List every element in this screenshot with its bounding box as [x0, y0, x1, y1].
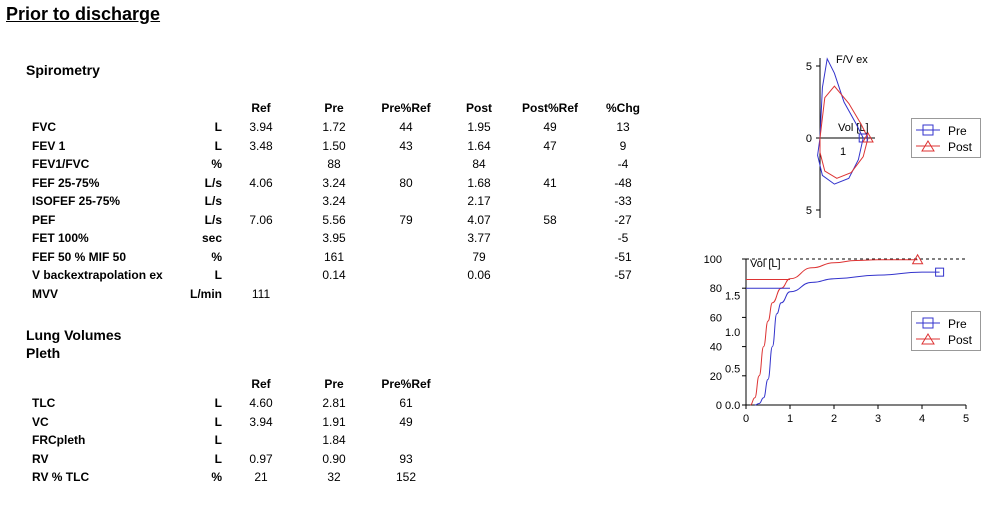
pre-value: 1.72	[322, 120, 346, 134]
row-label: VC	[32, 414, 49, 429]
post-value: 0.06	[467, 268, 491, 282]
post-pct-ref-value: 49	[543, 120, 557, 134]
row-label: RV	[32, 451, 49, 466]
lung-volumes-subtitle: Pleth	[26, 345, 61, 361]
y-tick-label: 0	[715, 400, 722, 412]
row-label: RV % TLC	[32, 470, 90, 484]
col-header-post-pct-ref: Post%Ref	[521, 101, 579, 115]
fv-y-tick-label: 0	[805, 133, 812, 145]
post-pct-ref-value: 47	[543, 138, 557, 153]
pre-value: 0.90	[322, 451, 346, 466]
post-value: 2.17	[467, 194, 491, 208]
fv-y-axis-label: F/V ex	[836, 54, 868, 66]
fv-legend-pre-marker	[916, 124, 940, 136]
row-unit: L	[214, 451, 222, 466]
col-header-ref: Ref	[251, 101, 271, 115]
pre-pct-ref-value: 93	[399, 451, 413, 466]
lv-col-header-pre: Pre	[324, 377, 344, 391]
row-label: TLC	[32, 396, 56, 410]
ref-value: 4.60	[249, 396, 273, 410]
pre-pct-ref-value: 49	[399, 414, 413, 429]
row-unit: L	[214, 414, 222, 429]
pre-value: 2.81	[322, 396, 346, 410]
pre-pct-ref-value: 80	[399, 175, 413, 190]
row-unit: L/s	[204, 212, 222, 227]
pre-value: 1.91	[322, 414, 346, 429]
pre-value: 3.95	[322, 231, 346, 245]
row-unit: L	[214, 138, 222, 153]
row-unit: L	[214, 268, 222, 282]
pre-value: 161	[323, 249, 345, 264]
col-header-pct-chg: %Chg	[606, 101, 640, 115]
pct-chg-value: -48	[614, 175, 632, 190]
fv-y-tick-label: 5	[805, 205, 812, 217]
x-tick-label: 1	[786, 413, 794, 425]
row-unit: L	[214, 433, 222, 447]
ref-value: 4.06	[249, 175, 273, 190]
post-value: 1.68	[467, 175, 491, 190]
pre-value: 1.84	[322, 433, 346, 447]
pct-chg-value: 13	[616, 120, 630, 134]
pre-value: 32	[327, 470, 341, 484]
spirometry-title: Spirometry	[26, 62, 100, 78]
fv-legend-pre-label: Pre	[948, 124, 967, 138]
row-unit: %	[211, 157, 222, 171]
col-header-pre-pct-ref: Pre%Ref	[381, 101, 431, 115]
vt-legend	[911, 311, 981, 351]
lv-col-header-ref: Ref	[251, 377, 271, 391]
row-label: MVV	[32, 286, 59, 301]
y-tick-label: 100	[703, 254, 722, 266]
y-inner-tick-label: 0.5	[725, 363, 741, 376]
row-label: FEF 50 % MIF 50	[32, 249, 127, 264]
lv-col-header-pre-pct-ref: Pre%Ref	[381, 377, 431, 391]
fv-legend-post-label: Post	[948, 140, 973, 154]
y-tick-label: 40	[709, 341, 722, 354]
post-value: 3.77	[467, 231, 491, 245]
post-value: 79	[472, 249, 486, 264]
pct-chg-value: -33	[614, 194, 632, 208]
post-value: 84	[472, 157, 486, 171]
post-pct-ref-value: 58	[543, 212, 557, 227]
pre-value: 1.50	[322, 138, 346, 153]
row-label: ISOFEF 25-75%	[32, 194, 121, 208]
pct-chg-value: -27	[614, 212, 632, 227]
pre-value: 3.24	[322, 175, 346, 190]
pre-value: 88	[327, 157, 341, 171]
fv-legend	[911, 118, 981, 158]
ref-value: 7.06	[249, 212, 273, 227]
pct-chg-value: -5	[617, 231, 629, 245]
y-tick-label: 60	[709, 312, 722, 325]
ref-value: 3.48	[249, 138, 273, 153]
ref-value: 21	[254, 470, 268, 484]
x-tick-label: 5	[962, 413, 970, 425]
row-unit: L	[214, 120, 222, 134]
pre-pct-ref-value: 44	[399, 120, 413, 134]
y-tick-label: 80	[709, 283, 722, 296]
row-label: FRCpleth	[32, 433, 86, 447]
y-inner-tick-label: 1.0	[725, 327, 741, 339]
x-tick-label: 2	[830, 413, 838, 425]
ref-value: 0.97	[249, 451, 273, 466]
row-unit: %	[211, 470, 222, 484]
post-value: 1.64	[467, 138, 491, 153]
row-unit: L	[214, 396, 222, 410]
x-tick-label: 0	[742, 413, 750, 425]
x-tick-label: 4	[918, 413, 926, 425]
row-unit: %	[211, 249, 222, 264]
vt-legend-post-label: Post	[948, 333, 973, 347]
vt-legend-pre-label: Pre	[948, 317, 967, 331]
pre-value: 5.56	[322, 212, 346, 227]
pct-chg-value: -4	[617, 157, 629, 171]
series-line-post	[750, 260, 917, 405]
row-label: FEF 25-75%	[32, 175, 100, 190]
pre-pct-ref-value: 152	[395, 470, 417, 484]
post-value: 4.07	[467, 212, 491, 227]
row-unit: L/min	[190, 286, 222, 301]
post-value: 1.95	[467, 120, 491, 134]
vt-y-axis-label: Vol [L]	[750, 258, 781, 270]
col-header-post: Post	[465, 101, 493, 115]
x-tick-label: 3	[874, 413, 882, 425]
pct-chg-value: -57	[614, 268, 632, 282]
vt-legend-pre-marker	[916, 317, 940, 329]
row-unit: L/s	[204, 194, 222, 208]
fv-x-axis-label: Vol [L]	[838, 122, 869, 134]
row-unit: L/s	[204, 175, 222, 190]
post-pct-ref-value: 41	[543, 175, 557, 190]
y-inner-tick-label: 0.0	[725, 400, 741, 412]
flow-volume-plot	[806, 54, 875, 218]
row-label: FET 100%	[32, 231, 89, 245]
pct-chg-value: 9	[619, 138, 627, 153]
col-header-pre: Pre	[324, 101, 344, 115]
page-title: Prior to discharge	[6, 4, 161, 24]
y-inner-tick-label: 1.5	[725, 290, 741, 303]
row-label: FVC	[32, 120, 56, 134]
fv-y-tick-label: 5	[805, 61, 812, 73]
vt-legend-post-marker	[916, 333, 940, 345]
pre-pct-ref-value: 61	[399, 396, 413, 410]
fv-legend-post-marker	[916, 140, 940, 152]
row-label: PEF	[32, 212, 56, 227]
lung-volumes-title: Lung Volumes	[26, 327, 122, 343]
ref-value: 3.94	[249, 120, 273, 134]
fv-inner-label: 1	[840, 146, 847, 158]
row-label: V backextrapolation ex	[32, 268, 163, 282]
y-tick-label: 20	[709, 370, 722, 383]
row-label: FEV 1	[32, 138, 66, 153]
row-unit: sec	[201, 231, 222, 245]
pct-chg-value: -51	[614, 249, 632, 264]
ref-value: 3.94	[249, 414, 273, 429]
pre-pct-ref-value: 79	[399, 212, 413, 227]
row-label: FEV1/FVC	[32, 157, 90, 171]
pre-pct-ref-value: 43	[399, 138, 413, 153]
pre-value: 3.24	[322, 194, 346, 208]
pre-value: 0.14	[322, 268, 346, 282]
ref-value: 111	[251, 286, 271, 301]
